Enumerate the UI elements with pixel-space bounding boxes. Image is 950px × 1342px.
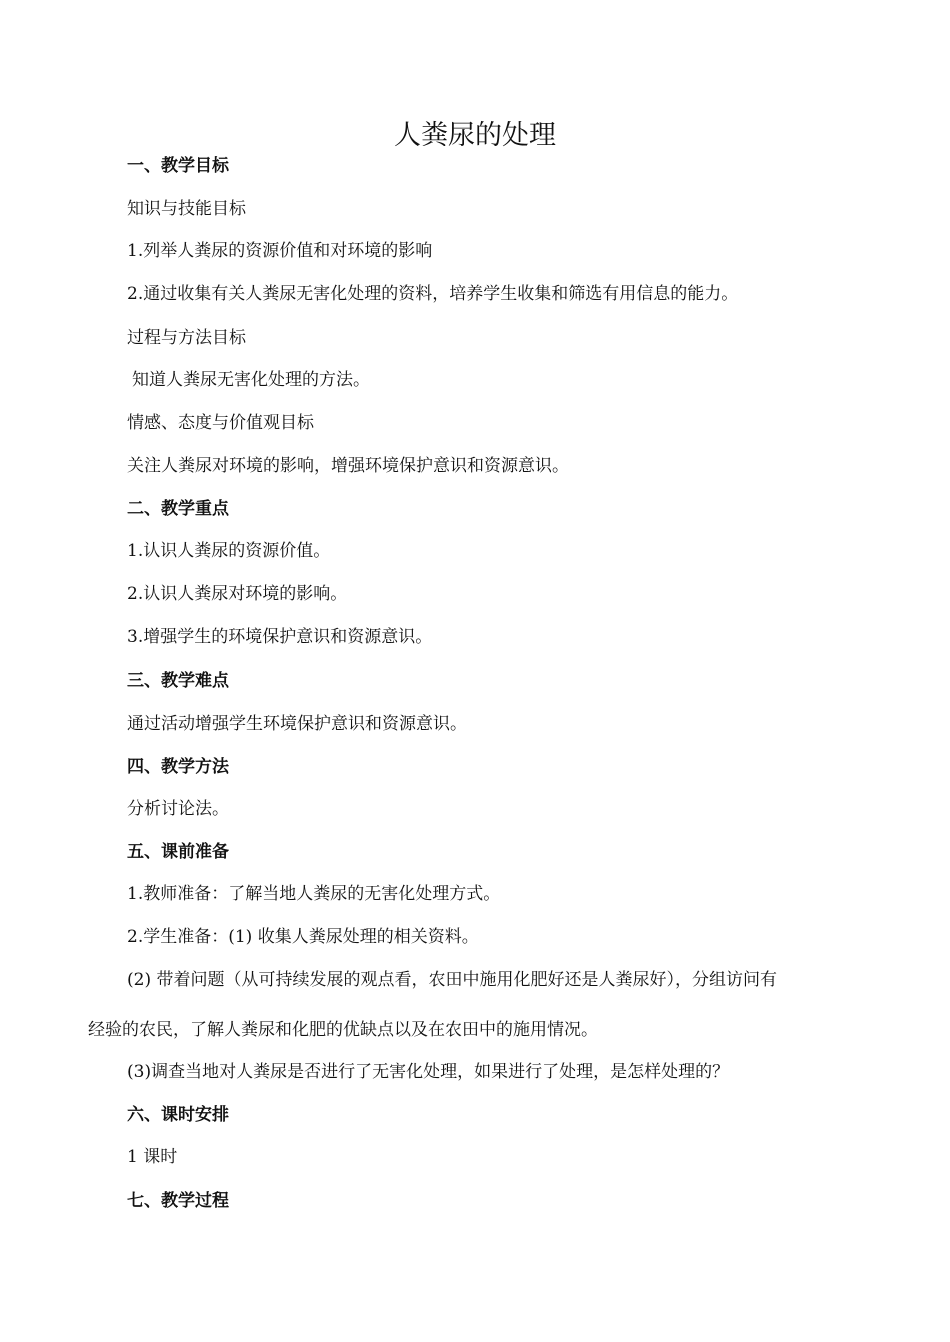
paragraph: 知道人粪尿无害化处理的方法。: [132, 370, 370, 390]
paragraph: 1.列举人粪尿的资源价值和对环境的影响: [127, 241, 433, 261]
paragraph: 分析讨论法。: [127, 799, 229, 819]
paragraph: 1.教师准备：了解当地人粪尿的无害化处理方式。: [127, 884, 501, 904]
paragraph: (2) 带着问题（从可持续发展的观点看，农田中施用化肥好还是人粪尿好），分组访问有: [127, 970, 777, 990]
subheading-emotion-values: 情感、态度与价值观目标: [127, 413, 314, 433]
paragraph: 2.通过收集有关人粪尿无害化处理的资料，培养学生收集和筛选有用信息的能力。: [127, 284, 739, 304]
section-heading-objectives: 一、教学目标: [127, 156, 229, 176]
paragraph: 3.增强学生的环境保护意识和资源意识。: [127, 627, 433, 647]
section-heading-methods: 四、教学方法: [127, 757, 229, 777]
document-title: 人粪尿的处理: [394, 120, 556, 151]
paragraph: 2.学生准备：(1) 收集人粪尿处理的相关资料。: [127, 927, 479, 947]
subheading-process-method: 过程与方法目标: [127, 328, 246, 348]
paragraph: 1.认识人粪尿的资源价值。: [127, 541, 331, 561]
paragraph: 1 课时: [127, 1147, 178, 1167]
paragraph-continuation: 经验的农民，了解人粪尿和化肥的优缺点以及在农田中的施用情况。: [88, 1020, 598, 1040]
section-heading-difficulties: 三、教学难点: [127, 671, 229, 691]
section-heading-process: 七、教学过程: [127, 1191, 229, 1211]
section-heading-schedule: 六、课时安排: [127, 1105, 229, 1125]
paragraph: 关注人粪尿对环境的影响，增强环境保护意识和资源意识。: [127, 456, 569, 476]
section-heading-key-points: 二、教学重点: [127, 499, 229, 519]
paragraph: 2.认识人粪尿对环境的影响。: [127, 584, 348, 604]
subheading-knowledge-skills: 知识与技能目标: [127, 199, 246, 219]
paragraph: (3)调查当地对人粪尿是否进行了无害化处理，如果进行了处理，是怎样处理的？: [127, 1062, 730, 1082]
section-heading-preparation: 五、课前准备: [127, 842, 229, 862]
paragraph: 通过活动增强学生环境保护意识和资源意识。: [127, 714, 467, 734]
